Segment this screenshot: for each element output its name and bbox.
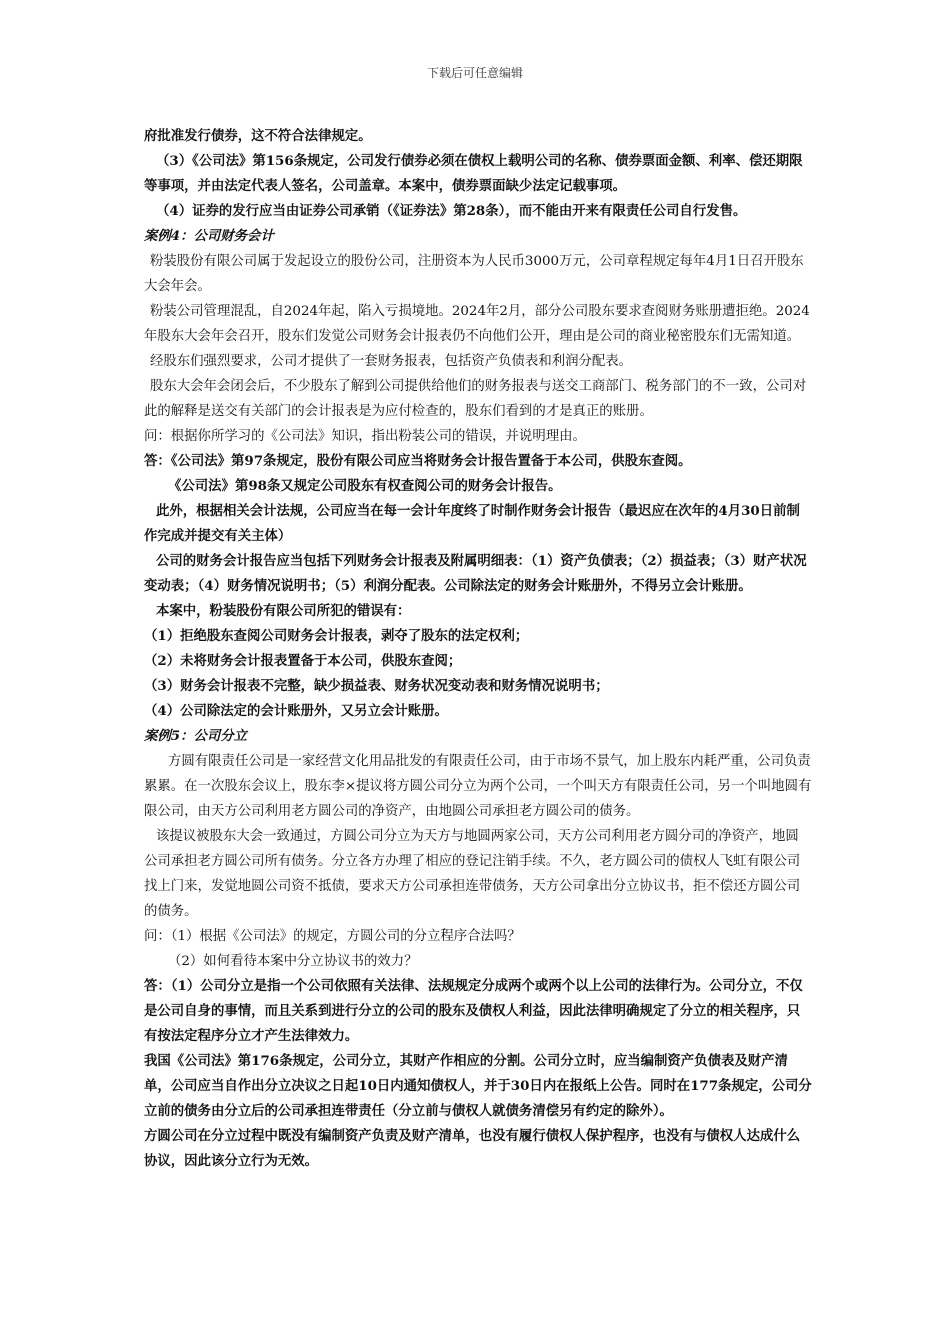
paragraph: 该提议被股东大会一致通过，方圆公司分立为天方与地圆两家公司，天方公司利用老方圆分司的净资产，地圆公司承担老方圆公司所有债务。分立各方办理了相应的登记注销手续。不久，老方圆公司的债权人飞虹有限公司找上门来，发觉地圆公司资不抵债，要求天方公司承担连带债务，天方公司拿出分立协议书，拒不偿还方圆公司的债务。	[144, 829, 801, 919]
paragraph: 经股东们强烈要求，公司才提供了一套财务报表，包括资产负债表和利润分配表。	[150, 354, 633, 369]
answer: 答：《公司法》第97条规定，股份有限公司应当将财务会计报告置备于本公司，供股东查阅。	[144, 453, 692, 469]
paragraph: （4）证券的发行应当由证券公司承销（《证券法》第28条），而不能由开来有限责任公司自行发售。	[156, 203, 747, 219]
paragraph: 本案中，粉装股份有限公司所犯的错误有：	[156, 603, 411, 619]
paragraph: 此外，根据相关会计法规，公司应当在每一会计年度终了时制作财务会计报告（最迟应在次年的4月30日前制作完成并提交有关主体）	[144, 503, 800, 544]
list-item: （1）拒绝股东查阅公司财务会计报表，剥夺了股东的法定权利；	[144, 628, 529, 644]
question: （2）如何看待本案中分立协议书的效力？	[168, 954, 418, 969]
case-heading: 案例5：公司分立	[144, 728, 248, 744]
case-heading: 案例4：公司财务会计	[144, 228, 274, 244]
question: 问：（1）根据《公司法》的规定，方圆公司的分立程序合法吗？	[144, 929, 521, 944]
page-header: 下载后可任意编辑	[426, 66, 523, 80]
paragraph: 方圆公司在分立过程中既没有编制资产负责及财产清单，也没有履行债权人保护程序，也没有与债权人达成什么协议，因此该分立行为无效。	[144, 1128, 801, 1169]
question: 问：根据你所学习的《公司法》知识，指出粉装公司的错误，并说明理由。	[144, 429, 586, 444]
list-item: （3）财务会计报表不完整，缺少损益表、财务状况变动表和财务情况说明书；	[144, 678, 609, 694]
paragraph: （3）《公司法》第156条规定，公司发行债券必须在债权上载明公司的名称、债券票面金额、利率、偿还期限等事项，并由法定代表人签名，公司盖章。本案中，债券票面缺少法定记载事项。	[144, 153, 803, 194]
paragraph: 府批准发行债券，这不符合法律规定。	[144, 128, 372, 144]
document-body	[144, 124, 812, 1174]
paragraph: 我国《公司法》第176条规定，公司分立，其财产作相应的分割。公司分立时，应当编制资产负债表及财产清单，公司应当自作出分立决议之日起10日内通知债权人，并于30日内在报纸上公告。同时在177条规定，公司分立前的债务由分立后的公司承担连带责任（分立前与债权人就债务清偿另有约定的除外）。	[144, 1053, 812, 1119]
paragraph: 方圆有限责任公司是一家经营文化用品批发的有限责任公司，由于市场不景气，加上股东内耗严重，公司负责累累。在一次股东会议上，股东李×提议将方圆公司分立为两个公司，一个叫天方有限责任公司，另一个叫地圆有限公司，由天方公司利用老方圆公司的净资产，由地圆公司承担老方圆公司的债务。	[144, 754, 812, 819]
answer: 答：（1）公司分立是指一个公司依照有关法律、法规规定分成两个或两个以上公司的法律行为。公司分立，不仅是公司自身的事情，而且关系到进行分立的公司的股东及债权人利益，因此法律明确规定了分立的相关程序，只有按法定程序分立才产生法律效力。	[144, 978, 803, 1044]
list-item: （4）公司除法定的会计账册外，又另立会计账册。	[144, 703, 448, 719]
paragraph: 股东大会年会闭会后，不少股东了解到公司提供给他们的财务报表与送交工商部门、税务部门的不一致，公司对此的解释是送交有关部门的会计报表是为应付检查的，股东们看到的才是真正的账册。	[144, 379, 807, 419]
list-item: （2）未将财务会计报表置备于本公司，供股东查阅；	[144, 653, 462, 669]
paragraph: 粉装公司管理混乱，自2024年起，陷入亏损境地。2024年2月，部分公司股东要求查阅财务账册遭拒绝。2024年股东大会年会召开，股东们发觉公司财务会计报表仍不向他们公开，理由是公司的商业秘密股东们无需知道。	[144, 304, 810, 344]
paragraph: 《公司法》第98条又规定公司股东有权查阅公司的财务会计报告。	[168, 478, 562, 494]
paragraph: 公司的财务会计报告应当包括下列财务会计报表及附属明细表：（1）资产负债表；（2）损益表；（3）财产状况变动表；（4）财务情况说明书；（5）利润分配表。公司除法定的财务会计账册外，不得另立会计账册。	[144, 553, 807, 594]
paragraph: 粉装股份有限公司属于发起设立的股份公司，注册资本为人民币3000万元，公司章程规定每年4月1日召开股东大会年会。	[144, 254, 804, 294]
